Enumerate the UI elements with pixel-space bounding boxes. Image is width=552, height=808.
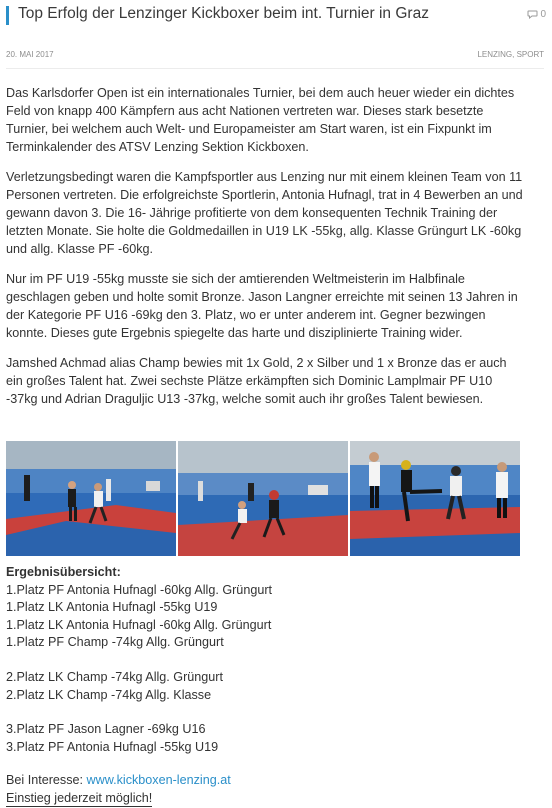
result-item: 1.Platz PF Antonia Hufnagl -60kg Allg. Grüngurt <box>6 582 273 597</box>
spacer <box>6 704 526 721</box>
kickboxing-photo-image <box>178 441 348 556</box>
kickboxing-photo-image <box>350 441 520 556</box>
paragraph: Verletzungsbedingt waren die Kampfsportler aus Lenzing nur mit einem kleinen Team von 11 Personen vertreten. Die erfolgreichste Sportlerin, Antonia Hufnagl, trat in 4 Bewerben an und gewann davon 3. Die 16- Jährige profitierte von dem konsequenten Technik Training der letzten Monate. Sie holte die Goldmedaillen in U19 LK -55kg, allg. Klasse Grüngurt LK -60kg und allg. Klasse PF -60kg. <box>6 170 523 256</box>
result-item: 2.Platz LK Champ -74kg Allg. Klasse <box>6 687 212 702</box>
results-heading: Ergebnisübersicht: <box>6 565 121 579</box>
post-title[interactable]: Top Erfolg der Lenzinger Kickboxer beim int. Turnier in Graz <box>18 5 429 22</box>
contact-line <box>6 772 526 790</box>
spacer <box>6 652 526 669</box>
paragraph: Jamshed Achmad alias Champ bewies mit 1x Gold, 2 x Silber und 1 x Bronze das er auch ein großes Talent hat. Zwei sechste Plätze erkämpften sich Dominic Lamplmair PF U10 -37kg und Adrian Draguljic U13 -37kg, welche somit auch ihr großes Talent bewiesen. <box>6 356 507 406</box>
divider <box>6 68 544 69</box>
result-item: 3.Platz PF Jason Lagner -69kg U16 <box>6 722 206 737</box>
photo-gallery <box>6 441 520 556</box>
gallery-photo-1[interactable] <box>6 441 176 556</box>
join-text: Einstieg jederzeit möglich! <box>6 790 153 805</box>
post-meta <box>6 50 544 64</box>
gallery-photo-2[interactable] <box>178 441 348 556</box>
speech-bubble-icon <box>527 10 538 19</box>
post-date: 20. MAI 2017 <box>6 50 54 59</box>
post-categories[interactable]: LENZING, SPORT <box>477 50 544 59</box>
paragraph: Das Karlsdorfer Open ist ein internationales Turnier, bei dem auch heuer wieder ein dichtes Feld von knapp 400 Kämpfern aus acht Nationen vertreten war. Dieses stark besetzte Turnier, bei welchem auch Welt- und Europameister am Start waren, ist ein Fixpunkt im Terminkalender des ATSV Lenzing Sektion Kickboxen. <box>6 86 515 154</box>
join-line <box>6 790 526 808</box>
results-section <box>6 564 526 808</box>
comment-count: 0 <box>540 9 546 20</box>
gallery-photo-3[interactable] <box>350 441 520 556</box>
contact-label: Bei Interesse: <box>6 773 87 788</box>
result-item: 3.Platz PF Antonia Hufnagl -55kg U19 <box>6 739 219 754</box>
paragraph: Nur im PF U19 -55kg musste sie sich der amtierenden Weltmeisterin im Halbfinale geschlagen geben und holte somit Bronze. Jason Langner erreichte mit seinen 13 Jahren in der Kategorie PF U16 -69kg den 3. Platz, wo er unter anderem int. Gegner bezwingen konnte. Dieses gute Ergebnis spiegelte das harte und disziplinierte Training wider. <box>6 272 518 340</box>
website-link[interactable]: www.kickboxen-lenzing.at <box>86 773 231 788</box>
post-content <box>6 84 526 420</box>
title-accent-bar <box>6 6 9 25</box>
result-item: 1.Platz PF Champ -74kg Allg. Grüngurt <box>6 635 224 650</box>
kickboxing-photo-image <box>6 441 176 556</box>
comment-count-link[interactable] <box>527 9 546 20</box>
result-item: 1.Platz LK Antonia Hufnagl -55kg U19 <box>6 600 218 615</box>
result-item: 2.Platz LK Champ -74kg Allg. Grüngurt <box>6 669 224 684</box>
post-header <box>6 5 546 29</box>
result-item: 1.Platz LK Antonia Hufnagl -60kg Allg. Grüngurt <box>6 617 272 632</box>
